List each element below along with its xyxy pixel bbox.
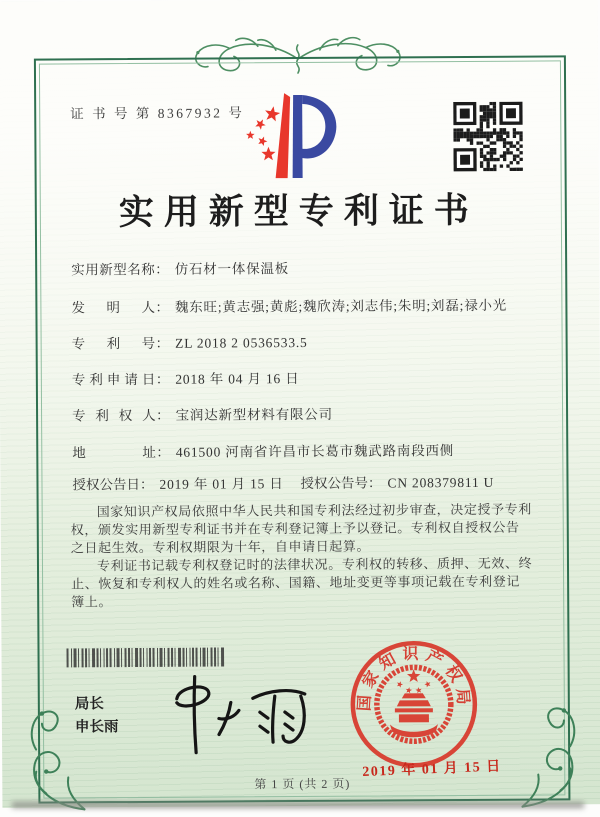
- field-value: 仿石材一体保温板: [174, 261, 290, 277]
- field-value: ZL 2018 2 0536533.5: [175, 334, 308, 351]
- field-label: 发明人: [71, 299, 156, 316]
- field-value: 461500 河南省许昌市长葛市魏武路南段西侧: [175, 443, 455, 460]
- field-address: 地址： 461500 河南省许昌市长葛市魏武路南段西侧: [72, 439, 454, 461]
- field-filing-date: 专利申请日： 2018 年 04 月 16 日: [72, 367, 300, 388]
- page-footer: 第 1 页 (共 2 页): [254, 776, 351, 792]
- field-label: 专利权人: [72, 407, 157, 424]
- grant-date-value: 2019 年 01 月 15 日: [159, 476, 284, 492]
- field-utility-model-name: 实用新型名称： 仿石材一体保温板: [71, 257, 289, 278]
- field-label: 实用新型名称: [71, 261, 156, 278]
- paper-shadow: [12, 802, 584, 808]
- field-label: 地址: [72, 444, 157, 461]
- cnipa-logo-icon: [238, 88, 344, 189]
- field-value: 宝润达新型材料有限公司: [175, 406, 333, 423]
- signature-shen-changyu-icon: [157, 672, 318, 758]
- field-value: 魏东旺;黄志强;黄彪;魏欣涛;刘志伟;朱明;刘磊;禄小光: [174, 297, 508, 315]
- legal-text: [71, 501, 534, 612]
- legal-paragraph-2: 专利证书记载专利权登记时的法律状况。专利权的转移、质押、无效、终止、恢复和专利权人的姓名或名称、国籍、地址变更等事项记载在专利登记簿上。: [71, 555, 533, 610]
- signer-block: [75, 693, 119, 739]
- official-seal-icon: [347, 638, 480, 771]
- signer-title: 局长: [74, 696, 104, 713]
- grant-number-value: CN 208379811 U: [387, 474, 495, 491]
- legal-paragraph-1: 国家知识产权局依照中华人民共和国专利法经过初步审查，决定授予专利权，颁发实用新型专利证书并在专利登记簿上予以登记。专利权自授权公告之日起生效。专利权期限为十年，自申请日起算。: [70, 501, 532, 556]
- grant-date-label: 授权公告日: [72, 476, 141, 493]
- barcode: [65, 647, 229, 668]
- bottom-right-flourish-icon: [514, 680, 585, 810]
- field-patentee: 专利权人： 宝润达新型材料有限公司: [72, 403, 333, 425]
- grant-number-label: 授权公告号: [300, 475, 369, 491]
- seal-date: 2019 年 01 月 15 日: [362, 759, 503, 781]
- field-value: 2018 年 04 月 16 日: [175, 371, 300, 387]
- field-label: 专利号: [71, 335, 156, 352]
- signer-name: 申长雨: [74, 719, 119, 736]
- grant-row: 授权公告日： 2019 年 01 月 15 日 授权公告号： CN 208379811 U: [72, 474, 495, 493]
- certificate-number: 证 书 号 第 8367932 号: [70, 105, 245, 122]
- field-label: 专利申请日: [71, 371, 156, 388]
- qr-code: [453, 102, 523, 172]
- field-inventors: 发明人： 魏东旺;黄志强;黄彪;魏欣涛;刘志伟;朱明;刘磊;禄小光: [71, 297, 508, 316]
- field-patent-number: 专利号： ZL 2018 2 0536533.5: [72, 331, 308, 352]
- certificate-title: 实用新型专利证书: [118, 190, 479, 233]
- seal-ring-text: 国家知识产权局: [356, 645, 472, 712]
